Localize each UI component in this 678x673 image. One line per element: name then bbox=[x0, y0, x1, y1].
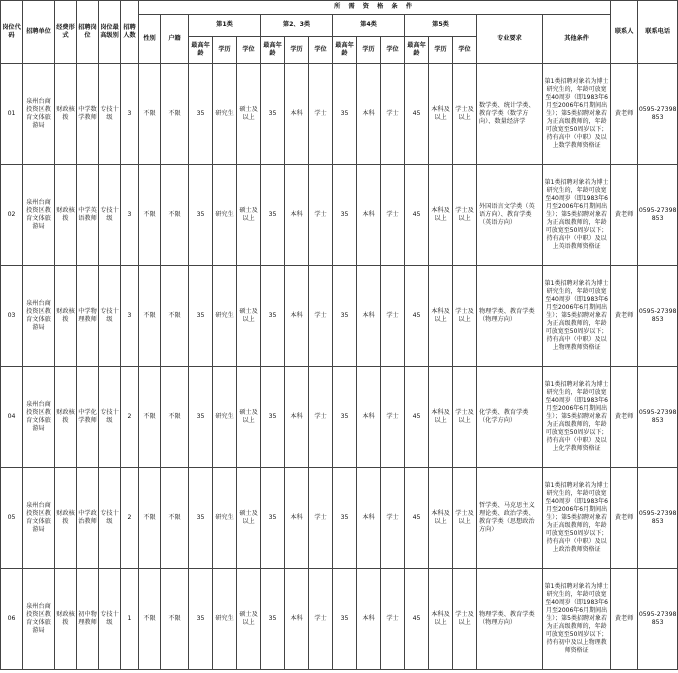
cell-cat1-age: 35 bbox=[189, 367, 213, 468]
cell-phone: 0595-27398853 bbox=[638, 64, 678, 165]
cell-count: 2 bbox=[121, 468, 139, 569]
cell-major: 数学类、统计学类、教育学类（数学方向）、数量经济学 bbox=[477, 64, 543, 165]
header-code: 岗位代码 bbox=[1, 1, 23, 64]
cell-post: 初中物理教师 bbox=[77, 569, 99, 670]
cell-cat4-degree: 学士 bbox=[381, 165, 405, 266]
header-phone: 联系电话 bbox=[638, 1, 678, 64]
cell-gender: 不限 bbox=[139, 165, 161, 266]
cell-count: 3 bbox=[121, 64, 139, 165]
header-cat5: 第5类 bbox=[405, 15, 477, 37]
cell-contact: 黄老师 bbox=[611, 367, 638, 468]
cell-post: 中学物理教师 bbox=[77, 266, 99, 367]
cell-cat4-age: 35 bbox=[333, 165, 357, 266]
cell-cat23-age: 35 bbox=[261, 64, 285, 165]
cell-phone: 0595-27398853 bbox=[638, 468, 678, 569]
header-cat23-edu: 学历 bbox=[285, 37, 309, 64]
cell-cat1-degree: 硕士及以上 bbox=[237, 468, 261, 569]
cell-cat4-edu: 本科 bbox=[357, 266, 381, 367]
cell-cat23-edu: 本科 bbox=[285, 569, 309, 670]
cell-code: 01 bbox=[1, 64, 23, 165]
cell-cat23-age: 35 bbox=[261, 165, 285, 266]
cell-cat4-age: 35 bbox=[333, 569, 357, 670]
header-contact: 联系人 bbox=[611, 1, 638, 64]
cell-cat5-age: 45 bbox=[405, 367, 429, 468]
cell-cat5-edu: 本科及以上 bbox=[429, 569, 453, 670]
cell-funding: 财政核拨 bbox=[55, 64, 77, 165]
cell-count: 3 bbox=[121, 266, 139, 367]
cell-unit: 泉州台商投资区教育文体旅游局 bbox=[23, 569, 55, 670]
cell-cat4-edu: 本科 bbox=[357, 165, 381, 266]
cell-cat5-edu: 本科及以上 bbox=[429, 367, 453, 468]
cell-cat1-age: 35 bbox=[189, 64, 213, 165]
cell-cat1-age: 35 bbox=[189, 468, 213, 569]
cell-phone: 0595-27398853 bbox=[638, 367, 678, 468]
table-row bbox=[1, 569, 678, 670]
cell-unit: 泉州台商投资区教育文体旅游局 bbox=[23, 266, 55, 367]
cell-gender: 不限 bbox=[139, 569, 161, 670]
cell-funding: 财政核拨 bbox=[55, 266, 77, 367]
cell-count: 2 bbox=[121, 367, 139, 468]
cell-cat1-age: 35 bbox=[189, 569, 213, 670]
cell-cat4-degree: 学士 bbox=[381, 468, 405, 569]
cell-unit: 泉州台商投资区教育文体旅游局 bbox=[23, 468, 55, 569]
cell-hukou: 不限 bbox=[161, 64, 189, 165]
cell-code: 04 bbox=[1, 367, 23, 468]
cell-cat23-edu: 本科 bbox=[285, 165, 309, 266]
cell-cat4-edu: 本科 bbox=[357, 367, 381, 468]
cell-cat1-degree: 硕士及以上 bbox=[237, 165, 261, 266]
header-cat1-edu: 学历 bbox=[213, 37, 237, 64]
header-cat1-age: 最高年龄 bbox=[189, 37, 213, 64]
cell-cat23-degree: 学士 bbox=[309, 165, 333, 266]
header-cat4-age: 最高年龄 bbox=[333, 37, 357, 64]
cell-level: 专技十级 bbox=[99, 468, 121, 569]
cell-cat5-age: 45 bbox=[405, 569, 429, 670]
cell-unit: 泉州台商投资区教育文体旅游局 bbox=[23, 367, 55, 468]
cell-other: 第1类招聘对象若为博士研究生的，年龄可放宽至40周岁（即1983年6月至2006年6月期间出生）；第5类招聘对象若为正高级教师的，年龄可放宽至50周岁以下；持有高中（中职）及以上物理教师资格证 bbox=[543, 266, 611, 367]
cell-level: 专技十级 bbox=[99, 367, 121, 468]
cell-cat1-edu: 研究生 bbox=[213, 367, 237, 468]
header-gender: 性别 bbox=[139, 15, 161, 64]
header-cat4: 第4类 bbox=[333, 15, 405, 37]
cell-cat1-edu: 研究生 bbox=[213, 64, 237, 165]
cell-cat5-edu: 本科及以上 bbox=[429, 468, 453, 569]
cell-major: 化学类、教育学类（化学方向） bbox=[477, 367, 543, 468]
cell-cat5-edu: 本科及以上 bbox=[429, 266, 453, 367]
cell-other: 第1类招聘对象若为博士研究生的，年龄可放宽至40周岁（即1983年6月至2006年6月期间出生）；第5类招聘对象若为正高级教师的，年龄可放宽至50周岁以下；持有高中（中职）及以上化学教师资格证 bbox=[543, 367, 611, 468]
cell-code: 03 bbox=[1, 266, 23, 367]
cell-cat5-age: 45 bbox=[405, 266, 429, 367]
header-row-1 bbox=[1, 1, 678, 15]
cell-funding: 财政核拨 bbox=[55, 367, 77, 468]
cell-level: 专技十级 bbox=[99, 569, 121, 670]
cell-cat23-age: 35 bbox=[261, 569, 285, 670]
cell-cat5-degree: 学士及以上 bbox=[453, 367, 477, 468]
cell-cat1-degree: 硕士及以上 bbox=[237, 266, 261, 367]
cell-cat4-edu: 本科 bbox=[357, 468, 381, 569]
cell-cat1-age: 35 bbox=[189, 165, 213, 266]
cell-cat23-edu: 本科 bbox=[285, 468, 309, 569]
cell-cat1-degree: 硕士及以上 bbox=[237, 569, 261, 670]
cell-contact: 黄老师 bbox=[611, 468, 638, 569]
table-row bbox=[1, 468, 678, 569]
cell-cat5-age: 45 bbox=[405, 165, 429, 266]
header-cat23-degree: 学位 bbox=[309, 37, 333, 64]
cell-cat23-edu: 本科 bbox=[285, 64, 309, 165]
table-row bbox=[1, 64, 678, 165]
cell-cat23-edu: 本科 bbox=[285, 367, 309, 468]
cell-major: 物理学类、教育学类（物理方向） bbox=[477, 569, 543, 670]
cell-level: 专技十级 bbox=[99, 165, 121, 266]
cell-post: 中学英语教师 bbox=[77, 165, 99, 266]
cell-cat1-age: 35 bbox=[189, 266, 213, 367]
cell-other: 第1类招聘对象若为博士研究生的，年龄可放宽至40周岁（即1983年6月至2006年6月期间出生）；第5类招聘对象若为正高级教师的，年龄可放宽至50周岁以下；持有高中（中职）及以上英语教师资格证 bbox=[543, 165, 611, 266]
cell-phone: 0595-27398853 bbox=[638, 569, 678, 670]
cell-cat4-age: 35 bbox=[333, 367, 357, 468]
header-cat1-degree: 学位 bbox=[237, 37, 261, 64]
cell-cat4-degree: 学士 bbox=[381, 64, 405, 165]
cell-gender: 不限 bbox=[139, 266, 161, 367]
cell-phone: 0595-27398853 bbox=[638, 266, 678, 367]
header-cat5-degree: 学位 bbox=[453, 37, 477, 64]
header-funding: 经费形式 bbox=[55, 1, 77, 64]
cell-cat5-edu: 本科及以上 bbox=[429, 165, 453, 266]
table-body bbox=[1, 64, 678, 670]
cell-funding: 财政核拨 bbox=[55, 569, 77, 670]
cell-unit: 泉州台商投资区教育文体旅游局 bbox=[23, 64, 55, 165]
header-cat4-edu: 学历 bbox=[357, 37, 381, 64]
cell-cat5-degree: 学士及以上 bbox=[453, 165, 477, 266]
cell-cat23-age: 35 bbox=[261, 468, 285, 569]
cell-cat23-degree: 学士 bbox=[309, 266, 333, 367]
cell-code: 06 bbox=[1, 569, 23, 670]
header-conditions: 所 需 资 格 条 件 bbox=[139, 1, 611, 15]
cell-phone: 0595-27398853 bbox=[638, 165, 678, 266]
cell-level: 专技十级 bbox=[99, 64, 121, 165]
cell-cat23-degree: 学士 bbox=[309, 367, 333, 468]
table-row bbox=[1, 165, 678, 266]
header-unit: 招聘单位 bbox=[23, 1, 55, 64]
cell-contact: 黄老师 bbox=[611, 165, 638, 266]
cell-cat4-edu: 本科 bbox=[357, 64, 381, 165]
cell-count: 1 bbox=[121, 569, 139, 670]
cell-cat23-degree: 学士 bbox=[309, 468, 333, 569]
cell-major: 哲学类、马克思主义理论类、政治学类、教育学类（思想政治方向） bbox=[477, 468, 543, 569]
cell-cat4-age: 35 bbox=[333, 266, 357, 367]
cell-cat5-degree: 学士及以上 bbox=[453, 64, 477, 165]
cell-other: 第1类招聘对象若为博士研究生的，年龄可放宽至40周岁（即1983年6月至2006年6月期间出生）；第5类招聘对象若为正高级教师的，年龄可放宽至50周岁以下；持有高中（中职）及以上数学教师资格证 bbox=[543, 64, 611, 165]
cell-post: 中学政治教师 bbox=[77, 468, 99, 569]
cell-code: 02 bbox=[1, 165, 23, 266]
cell-gender: 不限 bbox=[139, 468, 161, 569]
cell-cat1-edu: 研究生 bbox=[213, 468, 237, 569]
header-post: 招聘岗位 bbox=[77, 1, 99, 64]
cell-cat4-age: 35 bbox=[333, 468, 357, 569]
cell-hukou: 不限 bbox=[161, 569, 189, 670]
cell-major: 物理学类、教育学类（物理方向） bbox=[477, 266, 543, 367]
header-level: 岗位最高级别 bbox=[99, 1, 121, 64]
table-row bbox=[1, 266, 678, 367]
cell-gender: 不限 bbox=[139, 367, 161, 468]
cell-hukou: 不限 bbox=[161, 165, 189, 266]
cell-cat5-age: 45 bbox=[405, 468, 429, 569]
header-cat1: 第1类 bbox=[189, 15, 261, 37]
cell-cat4-edu: 本科 bbox=[357, 569, 381, 670]
cell-gender: 不限 bbox=[139, 64, 161, 165]
cell-cat23-edu: 本科 bbox=[285, 266, 309, 367]
cell-cat1-edu: 研究生 bbox=[213, 569, 237, 670]
header-count: 招聘人数 bbox=[121, 1, 139, 64]
cell-funding: 财政核拨 bbox=[55, 165, 77, 266]
header-major: 专业要求 bbox=[477, 15, 543, 64]
cell-cat5-degree: 学士及以上 bbox=[453, 468, 477, 569]
cell-cat1-edu: 研究生 bbox=[213, 165, 237, 266]
cell-post: 中学数学教师 bbox=[77, 64, 99, 165]
cell-cat4-age: 35 bbox=[333, 64, 357, 165]
header-hukou: 户籍 bbox=[161, 15, 189, 64]
cell-cat5-degree: 学士及以上 bbox=[453, 569, 477, 670]
cell-code: 05 bbox=[1, 468, 23, 569]
cell-cat5-degree: 学士及以上 bbox=[453, 266, 477, 367]
cell-count: 3 bbox=[121, 165, 139, 266]
cell-cat5-age: 45 bbox=[405, 64, 429, 165]
cell-contact: 黄老师 bbox=[611, 64, 638, 165]
header-cat23-age: 最高年龄 bbox=[261, 37, 285, 64]
header-cat5-edu: 学历 bbox=[429, 37, 453, 64]
cell-hukou: 不限 bbox=[161, 266, 189, 367]
cell-hukou: 不限 bbox=[161, 367, 189, 468]
cell-cat23-degree: 学士 bbox=[309, 569, 333, 670]
cell-hukou: 不限 bbox=[161, 468, 189, 569]
header-other: 其他条件 bbox=[543, 15, 611, 64]
cell-other: 第1类招聘对象若为博士研究生的，年龄可放宽至40周岁（即1983年6月至2006年6月期间出生）；第5类招聘对象若为正高级教师的，年龄可放宽至50周岁以下；持有初中及以上物理教师资格证 bbox=[543, 569, 611, 670]
cell-unit: 泉州台商投资区教育文体旅游局 bbox=[23, 165, 55, 266]
cell-cat23-age: 35 bbox=[261, 266, 285, 367]
cell-cat23-degree: 学士 bbox=[309, 64, 333, 165]
cell-contact: 黄老师 bbox=[611, 569, 638, 670]
header-cat23: 第2、3类 bbox=[261, 15, 333, 37]
cell-cat1-degree: 硕士及以上 bbox=[237, 367, 261, 468]
cell-cat4-degree: 学士 bbox=[381, 266, 405, 367]
cell-cat4-degree: 学士 bbox=[381, 569, 405, 670]
cell-cat5-edu: 本科及以上 bbox=[429, 64, 453, 165]
cell-major: 外国语言文学类（英语方向）、教育学类（英语方向） bbox=[477, 165, 543, 266]
cell-cat4-degree: 学士 bbox=[381, 367, 405, 468]
table-row bbox=[1, 367, 678, 468]
cell-contact: 黄老师 bbox=[611, 266, 638, 367]
cell-level: 专技十级 bbox=[99, 266, 121, 367]
header-cat4-degree: 学位 bbox=[381, 37, 405, 64]
cell-post: 中学化学教师 bbox=[77, 367, 99, 468]
cell-cat23-age: 35 bbox=[261, 367, 285, 468]
cell-cat1-edu: 研究生 bbox=[213, 266, 237, 367]
header-cat5-age: 最高年龄 bbox=[405, 37, 429, 64]
cell-cat1-degree: 硕士及以上 bbox=[237, 64, 261, 165]
cell-funding: 财政核拨 bbox=[55, 468, 77, 569]
cell-other: 第1类招聘对象若为博士研究生的，年龄可放宽至40周岁（即1983年6月至2006年6月期间出生）；第5类招聘对象若为正高级教师的，年龄可放宽至50周岁以下；持有高中（中职）及以上政治教师资格证 bbox=[543, 468, 611, 569]
